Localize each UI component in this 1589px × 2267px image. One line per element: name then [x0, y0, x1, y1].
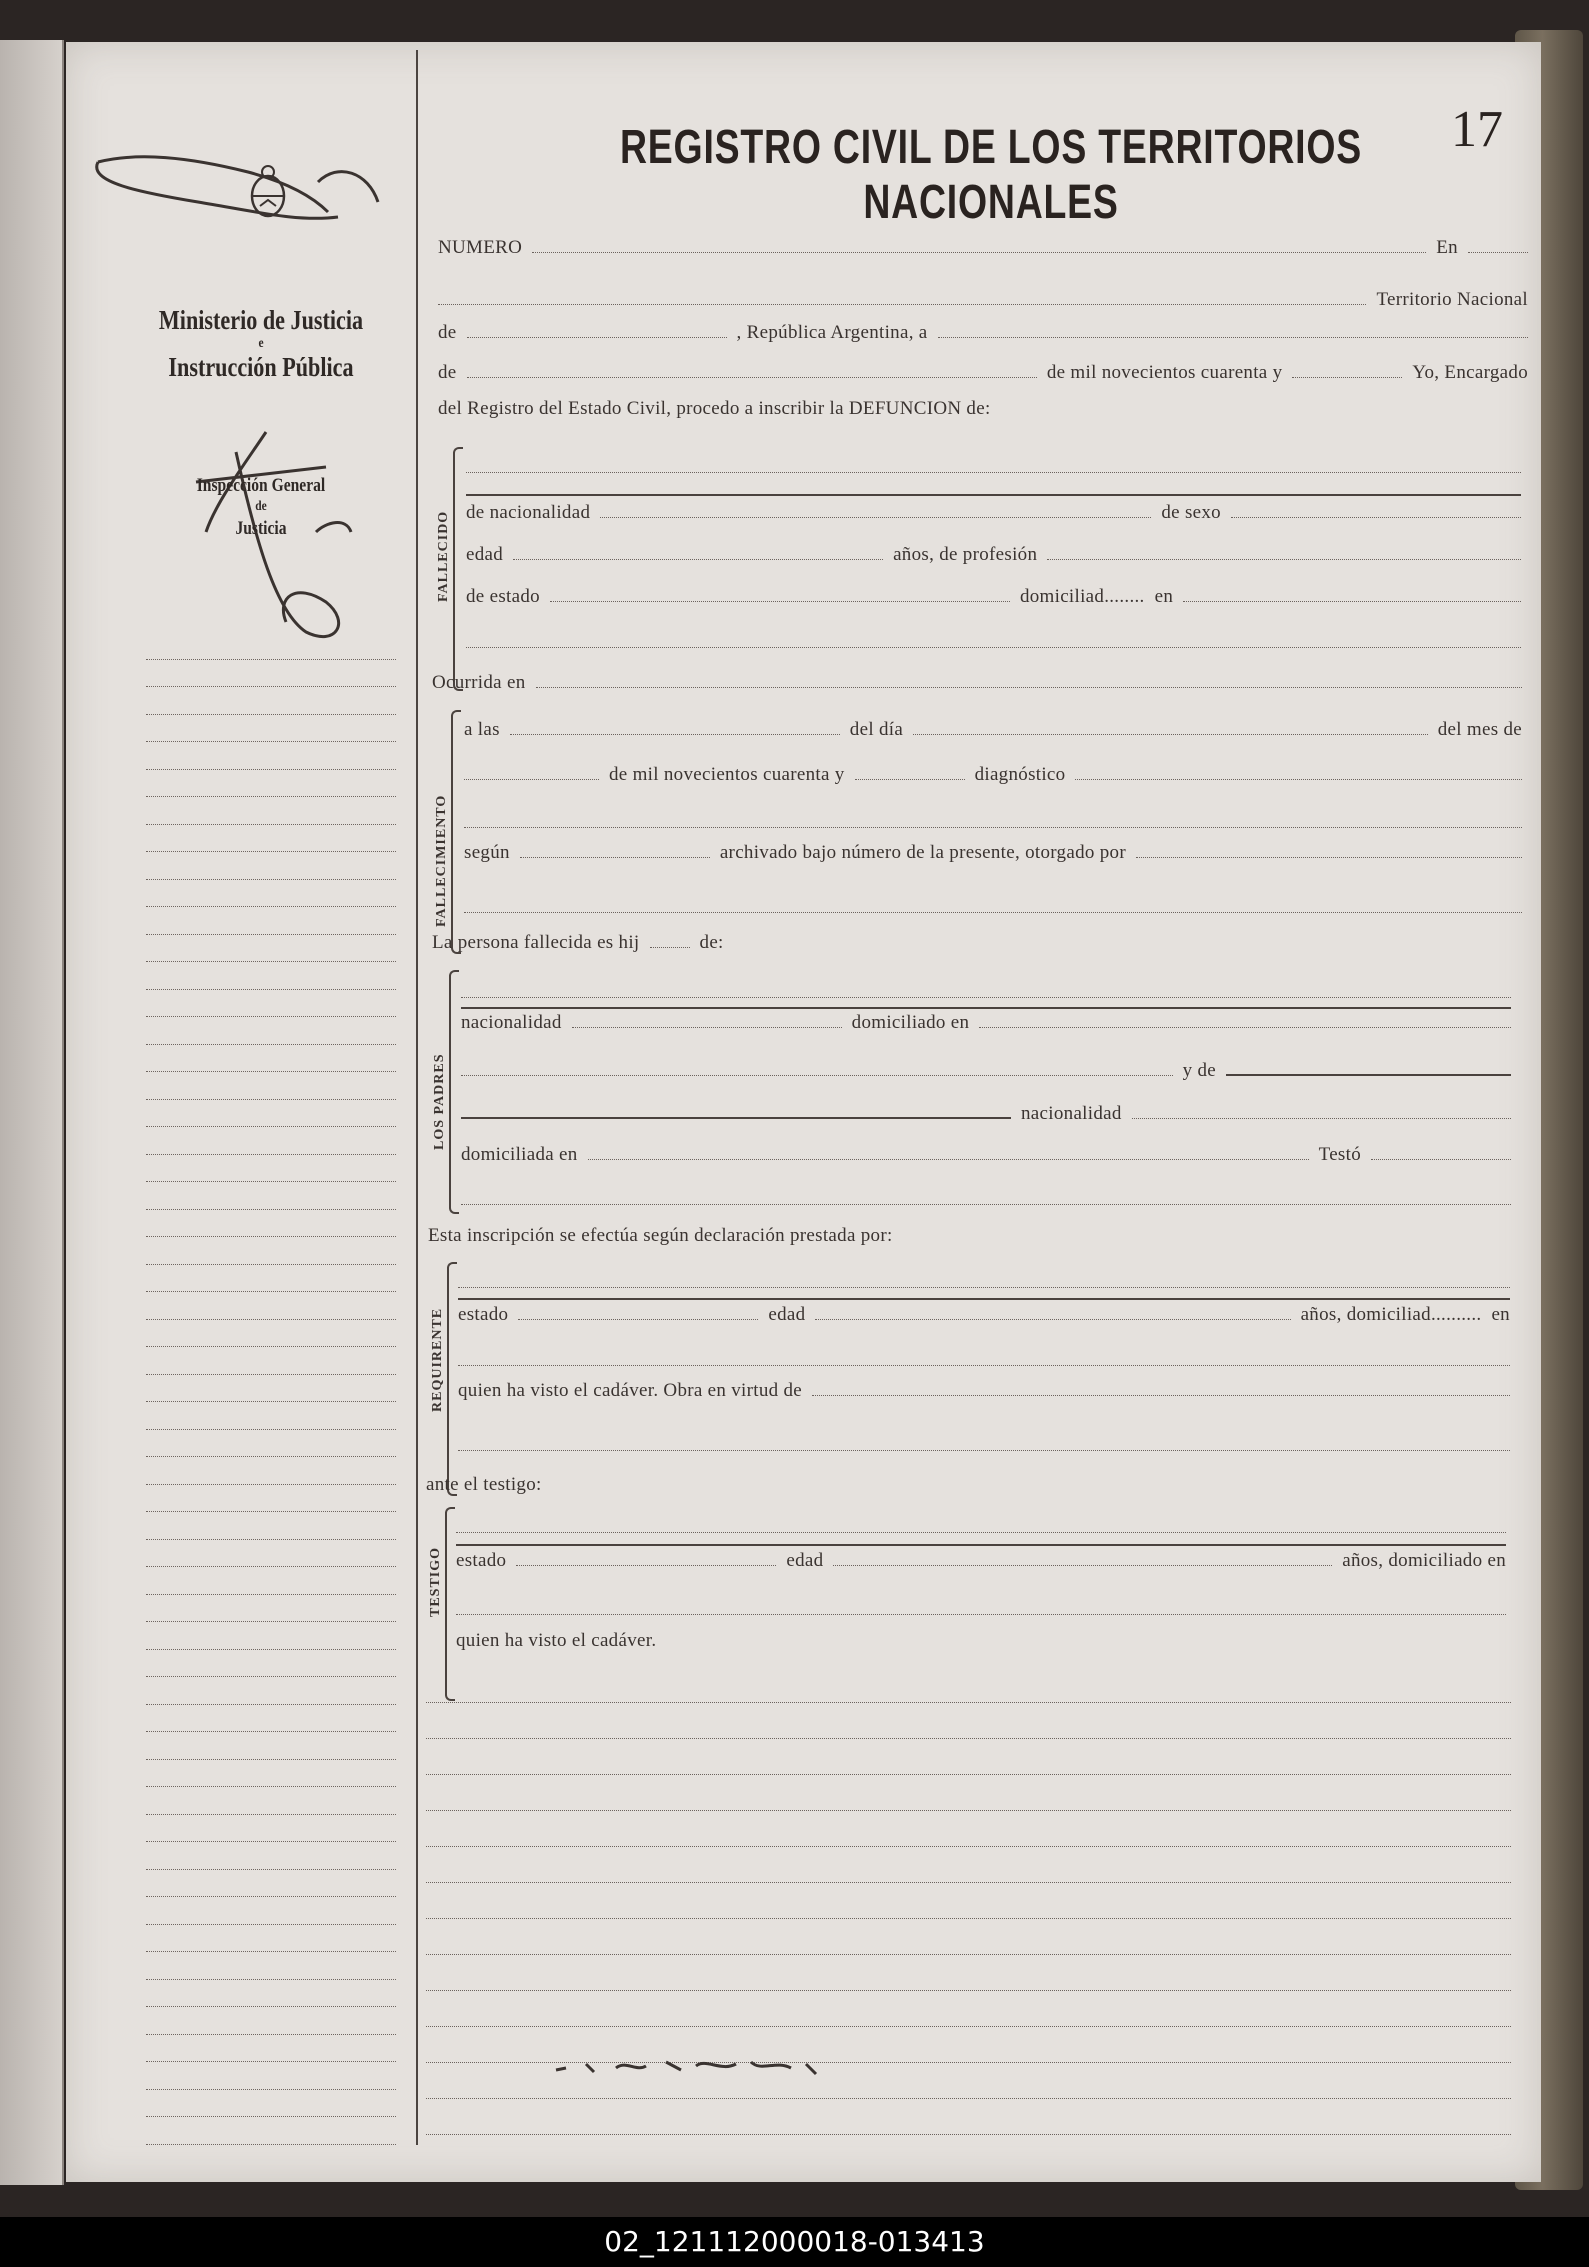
margin-note-line[interactable] [146, 1595, 396, 1623]
margin-note-line[interactable] [146, 1375, 396, 1403]
segun-label: según [464, 842, 510, 863]
edad-field[interactable] [513, 547, 883, 560]
requirente-label: REQUIRENTE [430, 1307, 445, 1412]
numero-label: NUMERO [438, 237, 523, 258]
signature-scribble [78, 122, 408, 242]
nacionalidad-field[interactable] [600, 505, 1151, 518]
cadaver-test-label: quien ha visto el cadáver. [456, 1630, 657, 1651]
edad-row [466, 544, 1521, 566]
note-line[interactable] [426, 1882, 1511, 1883]
inspection-de: de [255, 499, 267, 514]
margin-note-line[interactable] [146, 1787, 396, 1815]
margin-note-line[interactable] [146, 1512, 396, 1540]
segun-row [464, 842, 1522, 864]
margin-rule [416, 50, 418, 2145]
requirente-extra-line[interactable] [458, 1450, 1510, 1451]
note-line[interactable] [426, 1954, 1511, 1955]
margin-note-line[interactable] [146, 935, 396, 963]
fallecido-brace [453, 447, 463, 691]
margin-note-line[interactable] [146, 1732, 396, 1760]
margin-note-line[interactable] [146, 2035, 396, 2063]
requirente-row [458, 1304, 1510, 1326]
declaracion-label: Esta inscripción se efectúa según declaración prestada por: [428, 1225, 893, 1246]
margin-note-line[interactable] [146, 1210, 396, 1238]
note-line[interactable] [426, 2026, 1511, 2027]
anos-domiciliado-label: años, domiciliado en [1342, 1550, 1506, 1571]
page-title: REGISTRO CIVIL DE LOS TERRITORIOS NACIONALES [619, 121, 1363, 229]
cadaver-obra-label: quien ha visto el cadáver. Obra en virtud de [458, 1380, 803, 1401]
fallecido-extra-line[interactable] [466, 647, 1521, 648]
margin-note-line[interactable] [146, 1237, 396, 1265]
margin-note-line[interactable] [146, 1402, 396, 1430]
page-number: 17 [1451, 101, 1503, 158]
margin-note-line[interactable] [146, 1265, 396, 1293]
estado-field[interactable] [550, 589, 1010, 602]
padres-brace [449, 970, 459, 1214]
persona-label: La persona fallecida es hij [432, 932, 640, 953]
hijo-de-label: de: [699, 932, 724, 953]
requirente-rule [458, 1298, 1510, 1300]
sexo-label: de sexo [1161, 502, 1221, 523]
nacionalidad-row [466, 502, 1521, 524]
margin-note-line[interactable] [146, 1897, 396, 1925]
margin-note-line[interactable] [146, 1815, 396, 1843]
margin-note-line[interactable] [146, 1457, 396, 1485]
republica-row [438, 322, 1528, 344]
testo-field[interactable] [1371, 1147, 1511, 1160]
margin-note-line[interactable] [146, 2090, 396, 2118]
fallecimiento-brace [451, 710, 461, 954]
margin-note-line[interactable] [146, 1622, 396, 1650]
margin-note-line[interactable] [146, 797, 396, 825]
mes-field[interactable] [467, 365, 1037, 378]
testigo-row [456, 1550, 1506, 1572]
margin-note-line[interactable] [146, 660, 396, 688]
fecha-field[interactable] [938, 325, 1528, 338]
y-de-label: y de [1182, 1060, 1216, 1081]
fallecido-rule [466, 494, 1521, 496]
mil-cuarenta-label: de mil novecientos cuarenta y [1046, 362, 1283, 383]
nacionalidad-padre-label: nacionalidad [461, 1012, 562, 1033]
otorgado-field[interactable] [1136, 845, 1522, 858]
ocurrida-field[interactable] [536, 675, 1522, 688]
coat-of-arms-icon [246, 162, 290, 222]
de-label-2: de [438, 362, 457, 383]
anos-domiciliad-label: años, domiciliad.......... [1300, 1304, 1482, 1325]
facing-page-edge [0, 40, 64, 2185]
profesion-field[interactable] [1047, 547, 1521, 560]
en-label-2: en [1154, 586, 1174, 607]
anos-profesion-label: años, de profesión [893, 544, 1038, 565]
mes-fallecimiento-field[interactable] [464, 767, 599, 780]
domiciliado-label: domiciliado en [851, 1012, 970, 1033]
edad-label: edad [466, 544, 504, 565]
madre-nac-row [461, 1103, 1511, 1125]
padre-extra-field[interactable] [461, 1063, 1173, 1076]
fecha-row [438, 362, 1528, 384]
testigo-intro-row [426, 1474, 926, 1496]
margin-note-line[interactable] [146, 1567, 396, 1595]
ministry-line1: Ministerio de Justicia [158, 305, 364, 335]
note-line[interactable] [426, 1846, 1511, 1847]
territorio-row [438, 289, 1528, 311]
ministry-line2: Instrucción Pública [168, 352, 354, 382]
obra-row [458, 1380, 1510, 1402]
note-line[interactable] [426, 1990, 1511, 1991]
margin-note-line[interactable] [146, 1870, 396, 1898]
testo-label: Testó [1318, 1144, 1361, 1165]
numero-row [438, 237, 1528, 259]
fallecido-name-field[interactable] [466, 472, 1521, 473]
margin-note-line[interactable] [146, 1842, 396, 1870]
mil-cuarenta-label-2: de mil novecientos cuarenta y [609, 764, 845, 785]
margin-note-line[interactable] [146, 1320, 396, 1348]
de-field-1[interactable] [467, 325, 727, 338]
requirente-name-field[interactable] [458, 1287, 1510, 1288]
ante-testigo-label: ante el testigo: [426, 1474, 542, 1495]
margin-note-line[interactable] [146, 1540, 396, 1568]
edad-req-label: edad [768, 1304, 806, 1325]
note-line[interactable] [426, 2134, 1511, 2135]
margin-note-line[interactable] [146, 1347, 396, 1375]
republica-label: , República Argentina, a [736, 322, 928, 343]
margin-note-line[interactable] [146, 990, 396, 1018]
estado-req-field[interactable] [518, 1307, 758, 1320]
ministry-name [159, 304, 364, 384]
domiciliada-label: domiciliada en [461, 1144, 578, 1165]
image-caption: 02_121112000018-013413 [0, 2217, 1589, 2267]
requirente-brace [447, 1262, 457, 1496]
margin-note-line[interactable] [146, 1705, 396, 1733]
note-line[interactable] [426, 1702, 1511, 1703]
margin-note-line[interactable] [146, 1045, 396, 1073]
margin-note-line[interactable] [146, 825, 396, 853]
hora-row [464, 719, 1522, 741]
madre-name-field-2[interactable] [461, 1105, 1011, 1119]
padre-name-field[interactable] [461, 997, 1511, 998]
note-line[interactable] [426, 1918, 1511, 1919]
margin-note-line[interactable] [146, 2117, 396, 2145]
nacionalidad-madre-field[interactable] [1132, 1106, 1511, 1119]
testigo-name-field[interactable] [456, 1532, 1506, 1533]
ministry-conjunction: e [258, 336, 264, 351]
ocurrida-row [432, 672, 1522, 694]
domicilio-madre-field[interactable] [588, 1147, 1309, 1160]
anio-diag-row [464, 764, 1522, 786]
fallecimiento-extra-line[interactable] [464, 912, 1522, 913]
note-line[interactable] [426, 1774, 1511, 1775]
nacionalidad-padre-field[interactable] [572, 1015, 842, 1028]
margin-note-line[interactable] [146, 880, 396, 908]
testigo-label: TESTIGO [428, 1546, 443, 1617]
domicilio-padre-field[interactable] [979, 1015, 1511, 1028]
dia-field[interactable] [913, 722, 1428, 735]
declaracion-row [428, 1225, 1518, 1247]
padres-extra-line[interactable] [461, 1204, 1511, 1205]
margin-note-line[interactable] [146, 715, 396, 743]
padres-label: LOS PADRES [432, 1053, 447, 1150]
nacionalidad-label: de nacionalidad [466, 502, 591, 523]
registro-row [438, 398, 1528, 420]
margin-note-line[interactable] [146, 1925, 396, 1953]
anio-field[interactable] [1292, 365, 1402, 378]
padre-row [461, 1012, 1511, 1034]
requirente-domicilio-field[interactable] [458, 1365, 1510, 1366]
margin-note-line[interactable] [146, 1182, 396, 1210]
margin-note-line[interactable] [146, 1485, 396, 1513]
margin-note-line[interactable] [146, 1952, 396, 1980]
margin-note-line[interactable] [146, 687, 396, 715]
testigo-domicilio-field[interactable] [456, 1614, 1506, 1615]
hora-field[interactable] [510, 722, 840, 735]
estado-test-label: estado [456, 1550, 507, 1571]
domiciliad-label: domiciliad........ [1019, 586, 1145, 607]
margin-note-line[interactable] [146, 2062, 396, 2090]
margin-note-line[interactable] [146, 742, 396, 770]
de-label-1: de [438, 322, 457, 343]
margin-note-line[interactable] [146, 1127, 396, 1155]
territorio-label: Territorio Nacional [1376, 289, 1528, 310]
margin-note-line[interactable] [146, 1017, 396, 1045]
margin-note-line[interactable] [146, 1072, 396, 1100]
en-req-label: en [1491, 1304, 1510, 1325]
del-mes-label: del mes de [1437, 719, 1522, 740]
margin-note-line[interactable] [146, 962, 396, 990]
testigo-cadaver-row [456, 1630, 1506, 1652]
territorio-field[interactable] [438, 292, 1366, 305]
margin-note-line[interactable] [146, 1292, 396, 1320]
madre-dom-row [461, 1144, 1511, 1166]
inspection-line1: Inspección General [196, 475, 326, 496]
edad-test-label: edad [786, 1550, 824, 1571]
margin-note-line[interactable] [146, 852, 396, 880]
anio-fallecimiento-field[interactable] [855, 767, 965, 780]
margin-note-line[interactable] [146, 632, 396, 660]
segun-field[interactable] [520, 845, 710, 858]
yo-encargado-label: Yo, Encargado [1412, 362, 1528, 383]
registro-label: del Registro del Estado Civil, procedo a inscribir la DEFUNCION de: [438, 398, 991, 419]
nacionalidad-madre-label: nacionalidad [1021, 1103, 1122, 1124]
estado-test-field[interactable] [516, 1553, 776, 1566]
estado-label: de estado [466, 586, 540, 607]
margin-note-lines [146, 632, 396, 2145]
hijo-row [432, 932, 1032, 954]
testigo-rule [456, 1544, 1506, 1546]
margin-note-line[interactable] [146, 1677, 396, 1705]
margin-note-line[interactable] [146, 1650, 396, 1678]
margin-note-line[interactable] [146, 1155, 396, 1183]
estado-row [466, 586, 1521, 608]
note-line[interactable] [426, 1738, 1511, 1739]
ocurrida-label: Ocurrida en [432, 672, 526, 693]
edad-test-field[interactable] [833, 1553, 1332, 1566]
a-las-label: a las [464, 719, 500, 740]
note-line[interactable] [426, 1810, 1511, 1811]
margin-note-line[interactable] [146, 770, 396, 798]
diagnostico-extra-line[interactable] [464, 827, 1522, 828]
diagnostico-label: diagnóstico [974, 764, 1066, 785]
fallecido-label: FALLECIDO [436, 510, 451, 602]
archivado-label: archivado bajo número de la presente, otorgado por [719, 842, 1126, 863]
margin-note-line[interactable] [146, 1100, 396, 1128]
register-page [66, 42, 1541, 2182]
madre-row [461, 1060, 1511, 1082]
inspection-line2: Justicia [235, 518, 287, 539]
margin-note-line[interactable] [146, 907, 396, 935]
inspection-name [175, 472, 347, 542]
padres-rule-1 [461, 1007, 1511, 1009]
domicilio-field[interactable] [1183, 589, 1521, 602]
diagnostico-field[interactable] [1075, 767, 1522, 780]
estado-req-label: estado [458, 1304, 509, 1325]
en-field[interactable] [1468, 240, 1528, 253]
testigo-brace [445, 1507, 455, 1701]
madre-name-field[interactable] [1226, 1062, 1511, 1076]
fallecimiento-label: FALLECIMIENTO [434, 794, 449, 927]
sexo-field[interactable] [1231, 505, 1521, 518]
note-line[interactable] [426, 2098, 1511, 2099]
handwritten-note [546, 2042, 846, 2082]
en-label: En [1436, 237, 1458, 258]
obra-field[interactable] [812, 1383, 1510, 1396]
margin-note-line[interactable] [146, 1430, 396, 1458]
del-dia-label: del día [849, 719, 904, 740]
margin-note-line[interactable] [146, 1760, 396, 1788]
hijo-field[interactable] [650, 935, 690, 948]
margin-note-line[interactable] [146, 2007, 396, 2035]
numero-field[interactable] [532, 240, 1426, 253]
margin-note-line[interactable] [146, 1980, 396, 2008]
edad-req-field[interactable] [815, 1307, 1290, 1320]
